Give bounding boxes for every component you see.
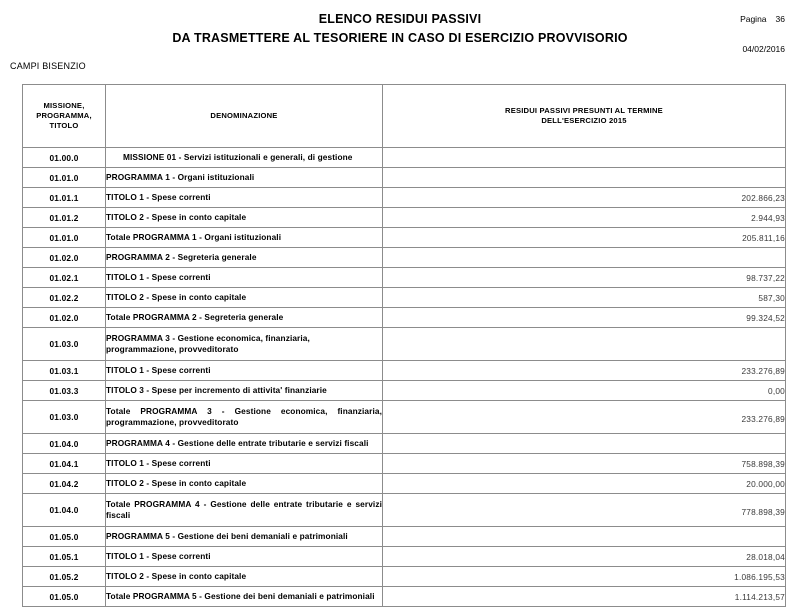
cell-residui-value: 0,00 — [383, 381, 786, 401]
table-body — [23, 148, 786, 607]
cell-residui-value: 20.000,00 — [383, 474, 786, 494]
cell-residui-value: 1.114.213,57 — [383, 587, 786, 607]
cell-code: 01.05.2 — [23, 567, 106, 587]
cell-code: 01.01.1 — [23, 188, 106, 208]
cell-denominazione: Totale PROGRAMMA 4 - Gestione delle entrate tributarie e servizi fiscali — [106, 494, 383, 527]
cell-residui-value: 233.276,89 — [383, 401, 786, 434]
table-row — [23, 288, 786, 308]
table-row — [23, 587, 786, 607]
cell-residui-value — [383, 168, 786, 188]
cell-code: 01.04.0 — [23, 434, 106, 454]
cell-code: 01.01.0 — [23, 168, 106, 188]
column-header-residui-line-1: RESIDUI PASSIVI PRESUNTI AL TERMINE — [505, 106, 663, 115]
cell-denominazione: TITOLO 2 - Spese in conto capitale — [106, 288, 383, 308]
cell-code: 01.03.1 — [23, 361, 106, 381]
table-row — [23, 208, 786, 228]
column-header-code-line-2: PROGRAMMA, — [36, 111, 92, 120]
cell-residui-value: 98.737,22 — [383, 268, 786, 288]
cell-denominazione: PROGRAMMA 2 - Segreteria generale — [106, 248, 383, 268]
cell-denominazione: PROGRAMMA 3 - Gestione economica, finanziaria, programmazione, provveditorato — [106, 328, 383, 361]
table-row — [23, 228, 786, 248]
table-row — [23, 308, 786, 328]
page-label: Pagina — [740, 14, 767, 24]
cell-denominazione: PROGRAMMA 4 - Gestione delle entrate tributarie e servizi fiscali — [106, 434, 383, 454]
residui-table-container — [22, 84, 785, 607]
cell-denominazione: PROGRAMMA 1 - Organi istituzionali — [106, 168, 383, 188]
cell-residui-value: 202.866,23 — [383, 188, 786, 208]
table-row — [23, 248, 786, 268]
cell-code: 01.03.0 — [23, 401, 106, 434]
cell-denominazione: PROGRAMMA 5 - Gestione dei beni demaniali e patrimoniali — [106, 527, 383, 547]
table-header-row — [23, 85, 786, 148]
table-row — [23, 361, 786, 381]
cell-residui-value — [383, 527, 786, 547]
table-row — [23, 567, 786, 587]
cell-residui-value — [383, 148, 786, 168]
cell-residui-value: 758.898,39 — [383, 454, 786, 474]
table-row — [23, 168, 786, 188]
column-header-code-line-3: TITOLO — [49, 121, 79, 130]
cell-code: 01.03.0 — [23, 328, 106, 361]
cell-residui-value — [383, 248, 786, 268]
table-row — [23, 547, 786, 567]
table-row — [23, 434, 786, 454]
column-header-code-line-1: MISSIONE, — [43, 101, 85, 110]
cell-denominazione: TITOLO 2 - Spese in conto capitale — [106, 474, 383, 494]
cell-denominazione: MISSIONE 01 - Servizi istituzionali e generali, di gestione — [106, 148, 383, 168]
cell-denominazione: TITOLO 1 - Spese correnti — [106, 188, 383, 208]
cell-code: 01.04.1 — [23, 454, 106, 474]
cell-code: 01.01.0 — [23, 228, 106, 248]
cell-denominazione: TITOLO 3 - Spese per incremento di attivita' finanziarie — [106, 381, 383, 401]
cell-code: 01.02.1 — [23, 268, 106, 288]
cell-denominazione: Totale PROGRAMMA 1 - Organi istituzionali — [106, 228, 383, 248]
page-number: 36 — [775, 14, 785, 24]
cell-denominazione: TITOLO 1 - Spese correnti — [106, 268, 383, 288]
residui-table — [22, 84, 786, 607]
table-row — [23, 328, 786, 361]
document-title-block — [0, 12, 800, 46]
column-header-residui-line-2: DELL'ESERCIZIO 2015 — [541, 116, 627, 125]
cell-residui-value: 587,30 — [383, 288, 786, 308]
cell-denominazione: TITOLO 1 - Spese correnti — [106, 454, 383, 474]
table-row — [23, 401, 786, 434]
cell-residui-value: 2.944,93 — [383, 208, 786, 228]
cell-denominazione: TITOLO 2 - Spese in conto capitale — [106, 567, 383, 587]
table-row — [23, 268, 786, 288]
table-header — [23, 85, 786, 148]
cell-residui-value: 1.086.195,53 — [383, 567, 786, 587]
cell-code: 01.01.2 — [23, 208, 106, 228]
table-row — [23, 454, 786, 474]
cell-code: 01.02.0 — [23, 248, 106, 268]
cell-residui-value: 778.898,39 — [383, 494, 786, 527]
table-row — [23, 148, 786, 168]
cell-code: 01.05.1 — [23, 547, 106, 567]
cell-code: 01.03.3 — [23, 381, 106, 401]
page-title: ELENCO RESIDUI PASSIVI — [318, 12, 482, 26]
page-indicator — [740, 14, 785, 24]
cell-residui-value: 205.811,16 — [383, 228, 786, 248]
document-date: 04/02/2016 — [742, 44, 785, 54]
table-row — [23, 474, 786, 494]
cell-denominazione: Totale PROGRAMMA 5 - Gestione dei beni demaniali e patrimoniali — [106, 587, 383, 607]
entity-name: CAMPI BISENZIO — [10, 61, 86, 71]
cell-code: 01.05.0 — [23, 587, 106, 607]
cell-denominazione: Totale PROGRAMMA 3 - Gestione economica, finanziaria, programmazione, provveditorato — [106, 401, 383, 434]
cell-code: 01.02.2 — [23, 288, 106, 308]
cell-code: 01.04.2 — [23, 474, 106, 494]
table-row — [23, 494, 786, 527]
cell-residui-value — [383, 434, 786, 454]
cell-code: 01.00.0 — [23, 148, 106, 168]
column-header-denominazione — [106, 85, 383, 148]
table-row — [23, 188, 786, 208]
cell-residui-value: 233.276,89 — [383, 361, 786, 381]
cell-code: 01.04.0 — [23, 494, 106, 527]
cell-code: 01.02.0 — [23, 308, 106, 328]
table-row — [23, 381, 786, 401]
cell-denominazione: Totale PROGRAMMA 2 - Segreteria generale — [106, 308, 383, 328]
cell-denominazione: TITOLO 1 - Spese correnti — [106, 361, 383, 381]
column-header-denominazione-line-1: DENOMINAZIONE — [210, 111, 278, 120]
column-header-code — [23, 85, 106, 148]
cell-residui-value — [383, 328, 786, 361]
page-subtitle: DA TRASMETTERE AL TESORIERE IN CASO DI ESERCIZIO PROVVISORIO — [172, 31, 628, 45]
cell-code: 01.05.0 — [23, 527, 106, 547]
cell-denominazione: TITOLO 2 - Spese in conto capitale — [106, 208, 383, 228]
table-row — [23, 527, 786, 547]
cell-residui-value: 28.018,04 — [383, 547, 786, 567]
cell-residui-value: 99.324,52 — [383, 308, 786, 328]
document-header — [0, 0, 800, 78]
cell-denominazione: TITOLO 1 - Spese correnti — [106, 547, 383, 567]
column-header-residui — [383, 85, 786, 148]
